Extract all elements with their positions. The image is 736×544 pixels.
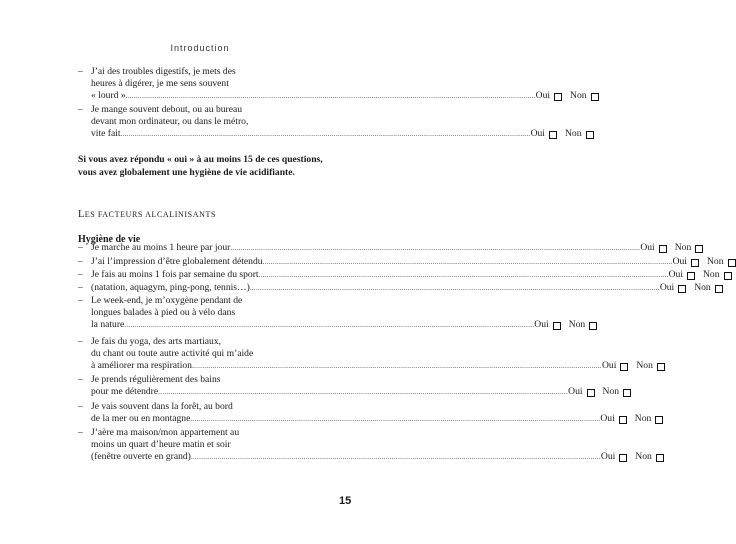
section-title-rest: ES FACTEURS ALCALINISANTS bbox=[84, 210, 217, 219]
dot-leader: ........................................................................................................................................................................................................ bbox=[191, 362, 602, 371]
dash-marker: – bbox=[78, 282, 83, 293]
question-text-line: vite fait bbox=[91, 128, 121, 140]
dash-marker: – bbox=[78, 374, 83, 385]
oui-label: Oui bbox=[535, 90, 551, 102]
oui-label: Oui bbox=[600, 413, 615, 425]
question-answer-line bbox=[91, 386, 620, 398]
answer-options bbox=[531, 128, 594, 140]
question-text-line: J’ai l’impression d’être globalement détendu bbox=[91, 256, 263, 267]
question-item bbox=[78, 427, 652, 464]
dot-leader: ........................................................................................................................................................................................................ bbox=[230, 244, 641, 252]
oui-checkbox[interactable] bbox=[620, 363, 628, 371]
question-text-line: devant mon ordinateur, ou dans le métro, bbox=[91, 116, 249, 128]
answer-options bbox=[602, 360, 665, 372]
question-item bbox=[78, 401, 652, 425]
section-title-initial: L bbox=[78, 209, 85, 220]
oui-label: Oui bbox=[534, 319, 549, 331]
oui-label: Oui bbox=[640, 242, 655, 253]
question-answer-line bbox=[91, 360, 653, 372]
answer-options bbox=[673, 256, 736, 268]
question-text-line: à améliorer ma respiration bbox=[91, 360, 192, 372]
dot-leader: ........................................................................................................................................................................................................ bbox=[125, 92, 536, 101]
question-answer-line bbox=[91, 256, 724, 268]
question-text-line: longues balades à pied ou à vélo dans bbox=[91, 307, 236, 319]
dash-marker: – bbox=[78, 242, 83, 253]
oui-label: Oui bbox=[568, 386, 583, 398]
non-checkbox[interactable] bbox=[589, 322, 597, 330]
question-item bbox=[78, 256, 724, 268]
question-text-line: Je fais du yoga, des arts martiaux, bbox=[91, 336, 222, 347]
question-text-line: Le week-end, je m’oxygène pendant de bbox=[91, 295, 243, 306]
question-answer-line bbox=[91, 269, 720, 281]
answer-options bbox=[669, 269, 732, 281]
oui-label: Oui bbox=[668, 269, 683, 280]
non-checkbox[interactable] bbox=[591, 93, 599, 101]
non-label: Non bbox=[564, 128, 582, 140]
question-item bbox=[78, 104, 582, 141]
dot-leader: ........................................................................................................................................................................................................ bbox=[158, 388, 569, 397]
answer-options bbox=[640, 242, 703, 254]
question-answer-line bbox=[91, 128, 582, 140]
question-text-line: J’ai des troubles digestifs, je mets des bbox=[91, 66, 236, 77]
oui-checkbox[interactable] bbox=[687, 272, 695, 280]
oui-label: Oui bbox=[601, 360, 617, 372]
question-text-line: Je prends régulièrement des bains bbox=[91, 374, 221, 385]
dash-marker: – bbox=[78, 295, 83, 306]
oui-checkbox[interactable] bbox=[619, 454, 627, 462]
question-answer-line bbox=[91, 90, 587, 102]
running-head: Introduction bbox=[170, 43, 230, 53]
non-checkbox[interactable] bbox=[695, 245, 703, 253]
question-item bbox=[78, 66, 587, 103]
non-label: Non bbox=[634, 413, 652, 425]
answer-options bbox=[601, 451, 664, 463]
dash-marker: – bbox=[78, 336, 83, 347]
question-text-line: du chant ou toute autre activité qui m’aide bbox=[91, 348, 254, 360]
oui-checkbox[interactable] bbox=[659, 245, 667, 253]
non-checkbox[interactable] bbox=[715, 285, 723, 293]
question-answer-line bbox=[91, 413, 652, 425]
oui-label: Oui bbox=[659, 282, 675, 293]
dash-marker: – bbox=[78, 66, 83, 77]
answer-options bbox=[600, 413, 663, 425]
non-label: Non bbox=[570, 90, 587, 102]
question-answer-line bbox=[91, 242, 692, 254]
question-answer-line bbox=[91, 319, 586, 331]
non-checkbox[interactable] bbox=[656, 454, 664, 462]
oui-label: Oui bbox=[600, 451, 616, 463]
oui-label: Oui bbox=[530, 128, 545, 140]
dot-leader: ........................................................................................................................................................................................................ bbox=[120, 130, 531, 139]
answer-options bbox=[534, 319, 597, 331]
dash-marker: – bbox=[78, 401, 83, 412]
non-label: Non bbox=[694, 282, 711, 293]
question-text-line: pour me détendre bbox=[91, 386, 159, 398]
non-checkbox[interactable] bbox=[724, 272, 732, 280]
non-label: Non bbox=[568, 319, 586, 331]
section-title bbox=[78, 209, 216, 220]
oui-checkbox[interactable] bbox=[587, 389, 595, 397]
non-checkbox[interactable] bbox=[657, 363, 665, 371]
non-label: Non bbox=[636, 360, 653, 372]
question-item bbox=[78, 282, 711, 294]
question-item bbox=[78, 295, 586, 332]
dash-marker: – bbox=[78, 269, 83, 280]
question-answer-line bbox=[91, 451, 652, 463]
non-label: Non bbox=[674, 242, 692, 253]
non-checkbox[interactable] bbox=[586, 131, 594, 139]
non-label: Non bbox=[635, 451, 652, 463]
dash-marker: – bbox=[78, 427, 83, 438]
oui-label: Oui bbox=[672, 256, 687, 267]
dot-leader: ........................................................................................................................................................................................................ bbox=[190, 453, 601, 462]
conclusion-paragraph: Si vous avez répondu « oui » à au moins 15 de ces questions, vous avez globalement une hygiène de vie acidifiante. bbox=[78, 154, 323, 178]
oui-checkbox[interactable] bbox=[678, 285, 686, 293]
question-text-line: heures à digérer, je me sens souvent bbox=[91, 78, 229, 90]
non-label: Non bbox=[706, 256, 724, 267]
question-item bbox=[78, 374, 620, 398]
non-label: Non bbox=[602, 386, 620, 398]
dot-leader: ........................................................................................................................................................................................................ bbox=[262, 258, 673, 266]
question-text-line: Je vais souvent dans la forêt, au bord bbox=[91, 401, 233, 412]
dash-marker: – bbox=[78, 256, 83, 267]
oui-checkbox[interactable] bbox=[619, 416, 627, 424]
question-text-line: J’aère ma maison/mon appartement au bbox=[91, 427, 240, 438]
question-text-line: la nature bbox=[91, 319, 125, 331]
question-text-line: de la mer ou en montagne bbox=[91, 413, 191, 425]
oui-checkbox[interactable] bbox=[553, 322, 561, 330]
non-checkbox[interactable] bbox=[623, 389, 631, 397]
question-text-line: moins un quart d’heure matin et soir bbox=[91, 439, 231, 451]
dot-leader: ........................................................................................................................................................................................................ bbox=[190, 415, 601, 424]
dot-leader: ........................................................................................................................................................................................................ bbox=[249, 284, 660, 292]
question-text-line: (natation, aquagym, ping-pong, tennis…) bbox=[91, 282, 250, 293]
non-checkbox[interactable] bbox=[728, 259, 736, 267]
dash-marker: – bbox=[78, 104, 83, 115]
question-answer-line bbox=[91, 282, 711, 294]
non-label: Non bbox=[702, 269, 720, 280]
question-item bbox=[78, 242, 692, 254]
question-text-line: « lourd » bbox=[91, 90, 126, 102]
answer-options bbox=[536, 90, 599, 102]
oui-checkbox[interactable] bbox=[554, 93, 562, 101]
dot-leader: ........................................................................................................................................................................................................ bbox=[258, 271, 669, 279]
non-checkbox[interactable] bbox=[655, 416, 663, 424]
answer-options bbox=[568, 386, 631, 398]
question-text-line: Je mange souvent debout, ou au bureau bbox=[91, 104, 243, 115]
question-item bbox=[78, 336, 653, 373]
question-text-line: Je marche au moins 1 heure par jour bbox=[91, 242, 231, 253]
question-text-line: Je fais au moins 1 fois par semaine du sport bbox=[91, 269, 259, 280]
question-text-line: (fenêtre ouverte en grand) bbox=[91, 451, 191, 463]
dot-leader: ........................................................................................................................................................................................................ bbox=[124, 321, 535, 330]
oui-checkbox[interactable] bbox=[691, 259, 699, 267]
page-number: 15 bbox=[339, 495, 352, 507]
subsection-title: Hygiène de vie bbox=[78, 234, 141, 245]
oui-checkbox[interactable] bbox=[549, 131, 557, 139]
question-item bbox=[78, 269, 720, 281]
answer-options bbox=[660, 282, 723, 294]
